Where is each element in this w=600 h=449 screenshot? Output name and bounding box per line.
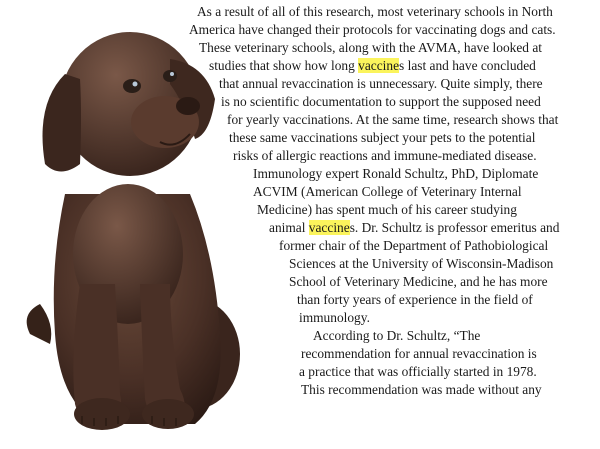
text-fragment: studies that show how long: [209, 58, 359, 73]
text-line: Medicine) has spent much of his career studying: [257, 202, 517, 217]
text-fragment: s. Dr. Schultz is professor emeritus and: [349, 220, 560, 235]
search-highlight: vaccine: [308, 220, 350, 235]
text-line: School of Veterinary Medicine, and he has more: [289, 274, 548, 289]
text-line: former chair of the Department of Pathobiological: [279, 238, 549, 253]
text-line: [269, 219, 559, 237]
text-fragment: animal: [269, 220, 309, 235]
text-line: ACVIM (American College of Veterinary Internal: [253, 184, 522, 199]
text-line: Sciences at the University of Wisconsin-Madison: [289, 256, 554, 271]
text-line: that annual revaccination is unnecessary. Quite simply, there: [219, 76, 543, 91]
text-line: immunology.: [299, 310, 370, 325]
text-line: [209, 57, 536, 75]
text-line: Immunology expert Ronald Schultz, PhD, Diplomate: [253, 166, 539, 181]
search-highlight: vaccine: [358, 58, 400, 73]
text-line: recommendation for annual revaccination is: [301, 346, 537, 361]
text-line: America have changed their protocols for vaccinating dogs and cats.: [189, 22, 556, 37]
text-fragment: s last and have concluded: [399, 58, 536, 73]
text-line: As a result of all of this research, most veterinary schools in North: [197, 4, 553, 19]
text-line: is no scientific documentation to support the supposed need: [221, 94, 541, 109]
text-line: risks of allergic reactions and immune-mediated disease.: [233, 148, 537, 163]
text-line: for yearly vaccinations. At the same time, research shows that: [227, 112, 559, 127]
text-line: a practice that was officially started in 1978.: [299, 364, 537, 379]
text-line: these same vaccinations subject your pets to the potential: [229, 130, 536, 145]
text-line: than forty years of experience in the field of: [297, 292, 533, 307]
text-line: These veterinary schools, along with the AVMA, have looked at: [199, 40, 542, 55]
text-line: This recommendation was made without any: [301, 382, 542, 397]
text-line: According to Dr. Schultz, “The: [313, 328, 481, 343]
